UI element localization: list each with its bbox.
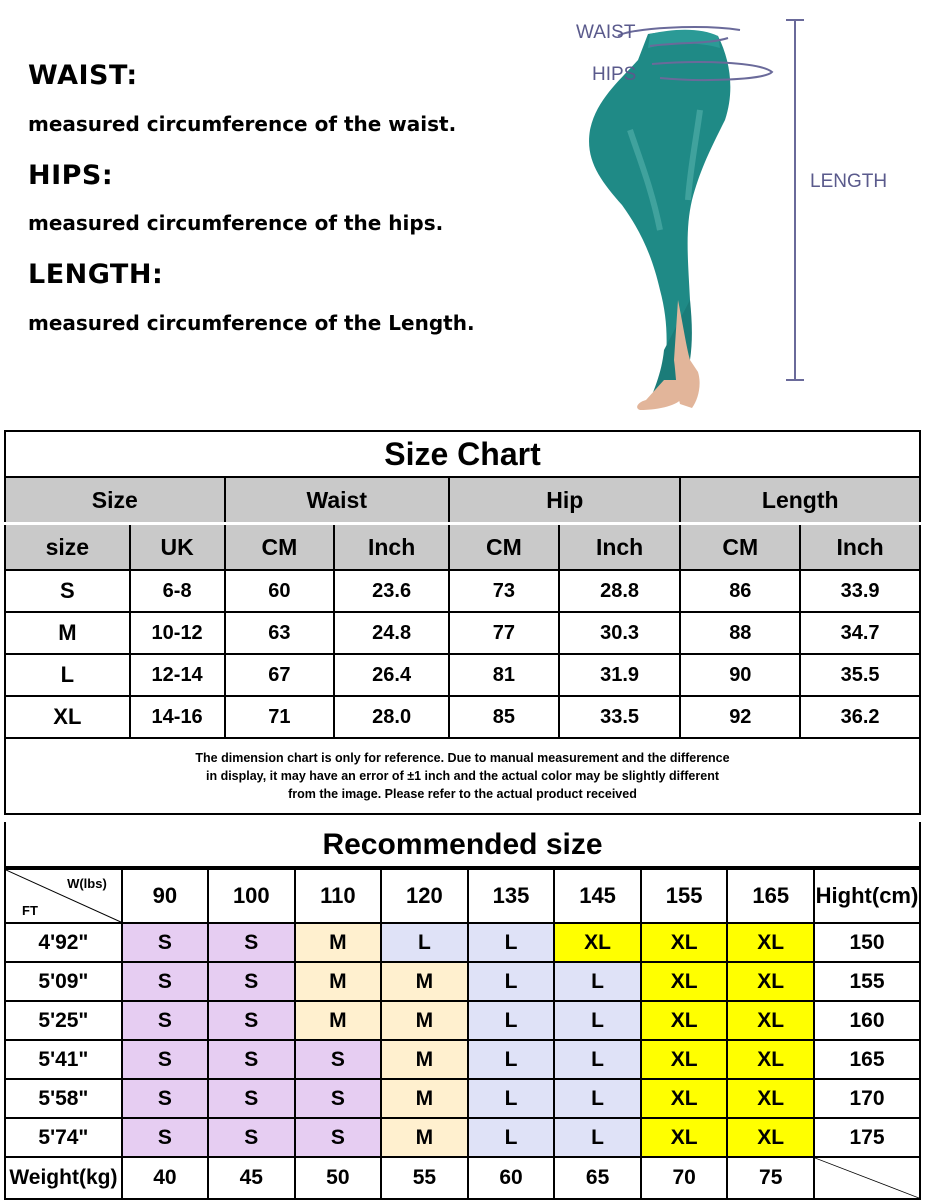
- weight-kg-cell: 70: [641, 1157, 728, 1199]
- size-cell: 35.5: [800, 654, 920, 696]
- size-cell: 63: [225, 612, 335, 654]
- recommended-row: [5, 1040, 920, 1079]
- size-cell: 26.4: [334, 654, 449, 696]
- size-cell: 12-14: [130, 654, 225, 696]
- note-line: in display, it may have an error of ±1 inch and the actual color may be slightly different: [205, 769, 719, 783]
- subheader-waist-inch: Inch: [334, 524, 449, 571]
- waist-term: WAIST:: [28, 60, 138, 91]
- recommended-size-cell: XL: [727, 962, 814, 1001]
- recommended-size-cell: L: [554, 1040, 641, 1079]
- weight-lbs-header: 155: [641, 869, 728, 923]
- height-ft-cell: 5'41": [5, 1040, 122, 1079]
- weight-kg-label: Weight(kg): [5, 1157, 122, 1199]
- note-line: The dimension chart is only for reference. Due to manual measurement and the difference: [195, 751, 730, 765]
- size-row: [5, 570, 920, 612]
- size-cell: 81: [449, 654, 559, 696]
- size-chart-note: [5, 738, 920, 814]
- size-cell: 24.8: [334, 612, 449, 654]
- size-cell: 90: [680, 654, 800, 696]
- recommended-size-cell: S: [295, 1079, 382, 1118]
- note-line: from the image. Please refer to the actual product received: [288, 787, 637, 801]
- height-cm-cell: 160: [814, 1001, 920, 1040]
- subheader-size: size: [5, 524, 130, 571]
- recommended-size-cell: L: [381, 923, 468, 962]
- weight-lbs-header: 145: [554, 869, 641, 923]
- recommended-size-cell: L: [554, 1079, 641, 1118]
- recommended-size-cell: XL: [641, 1001, 728, 1040]
- size-cell: 88: [680, 612, 800, 654]
- size-cell: 10-12: [130, 612, 225, 654]
- recommended-size-table: [4, 868, 921, 1200]
- waist-label: WAIST: [576, 22, 636, 43]
- recommended-size-cell: L: [468, 962, 555, 1001]
- recommended-size-cell: M: [381, 1079, 468, 1118]
- size-cell: 34.7: [800, 612, 920, 654]
- recommended-size-cell: XL: [641, 1079, 728, 1118]
- size-cell: 31.9: [559, 654, 681, 696]
- recommended-size-cell: S: [208, 1001, 295, 1040]
- recommended-size-cell: L: [468, 1001, 555, 1040]
- recommended-size-cell: M: [381, 1001, 468, 1040]
- weight-kg-cell: 45: [208, 1157, 295, 1199]
- recommended-size-cell: XL: [727, 1001, 814, 1040]
- recommended-size-cell: XL: [641, 1118, 728, 1157]
- length-description: measured circumference of the Length.: [28, 311, 475, 335]
- subheader-hip-inch: Inch: [559, 524, 681, 571]
- size-cell: 30.3: [559, 612, 681, 654]
- recommended-size-cell: S: [208, 1118, 295, 1157]
- height-ft-axis-label: FT: [22, 903, 38, 918]
- subheader-waist-cm: CM: [225, 524, 335, 571]
- weight-lbs-header: 100: [208, 869, 295, 923]
- recommended-size-cell: L: [468, 923, 555, 962]
- height-ft-cell: 5'58": [5, 1079, 122, 1118]
- waist-description: measured circumference of the waist.: [28, 112, 457, 136]
- recommended-size-cell: S: [295, 1040, 382, 1079]
- legging-figure: [560, 0, 929, 420]
- end-diagonal: [815, 1158, 919, 1198]
- height-cm-cell: 150: [814, 923, 920, 962]
- recommended-size-cell: S: [122, 962, 208, 1001]
- recommended-size-cell: XL: [727, 1040, 814, 1079]
- recommended-size-cell: S: [208, 1079, 295, 1118]
- subheader-length-cm: CM: [680, 524, 800, 571]
- size-cell: L: [5, 654, 130, 696]
- height-ft-cell: 5'74": [5, 1118, 122, 1157]
- hips-description: measured circumference of the hips.: [28, 211, 444, 235]
- recommended-size-cell: L: [554, 1001, 641, 1040]
- recommended-size-cell: S: [122, 1079, 208, 1118]
- recommended-row: [5, 923, 920, 962]
- height-ft-cell: 5'09": [5, 962, 122, 1001]
- size-cell: 67: [225, 654, 335, 696]
- weight-lbs-header: 135: [468, 869, 555, 923]
- size-cell: 33.5: [559, 696, 681, 738]
- empty-corner-cell: [814, 1157, 920, 1199]
- height-ft-cell: 4'92": [5, 923, 122, 962]
- height-ft-cell: 5'25": [5, 1001, 122, 1040]
- weight-kg-cell: 50: [295, 1157, 382, 1199]
- recommended-size-cell: L: [468, 1079, 555, 1118]
- recommended-row: [5, 1001, 920, 1040]
- height-cm-header: Hight(cm): [814, 869, 920, 923]
- size-cell: XL: [5, 696, 130, 738]
- height-cm-cell: 155: [814, 962, 920, 1001]
- recommended-size-cell: S: [122, 1040, 208, 1079]
- size-cell: 33.9: [800, 570, 920, 612]
- size-chart-table: [4, 430, 921, 815]
- hips-label: HIPS: [592, 64, 637, 85]
- size-cell: 14-16: [130, 696, 225, 738]
- recommended-size-cell: M: [381, 1118, 468, 1157]
- weight-kg-cell: 55: [381, 1157, 468, 1199]
- group-header-hip: Hip: [449, 477, 680, 524]
- recommended-size-cell: L: [468, 1118, 555, 1157]
- size-cell: S: [5, 570, 130, 612]
- group-header-length: Length: [680, 477, 920, 524]
- height-cm-cell: 165: [814, 1040, 920, 1079]
- size-row: [5, 696, 920, 738]
- recommended-size-cell: XL: [727, 1118, 814, 1157]
- legging-illustration: [560, 0, 929, 420]
- weight-lbs-header: 90: [122, 869, 208, 923]
- height-cm-cell: 175: [814, 1118, 920, 1157]
- recommended-row: [5, 1118, 920, 1157]
- recommended-size-cell: S: [122, 1001, 208, 1040]
- recommended-row: [5, 1079, 920, 1118]
- weight-kg-cell: 40: [122, 1157, 208, 1199]
- length-label: LENGTH: [810, 171, 888, 192]
- recommended-size-cell: XL: [641, 923, 728, 962]
- size-cell: 28.8: [559, 570, 681, 612]
- recommended-size-cell: XL: [641, 962, 728, 1001]
- size-cell: 71: [225, 696, 335, 738]
- recommended-size-cell: M: [295, 962, 382, 1001]
- group-header-waist: Waist: [225, 477, 450, 524]
- recommended-size-cell: S: [122, 1118, 208, 1157]
- size-cell: 6-8: [130, 570, 225, 612]
- recommended-size-cell: XL: [641, 1040, 728, 1079]
- height-cm-cell: 170: [814, 1079, 920, 1118]
- size-cell: 86: [680, 570, 800, 612]
- size-cell: 85: [449, 696, 559, 738]
- size-row: [5, 654, 920, 696]
- recommended-size-cell: M: [381, 1040, 468, 1079]
- recommended-row: [5, 962, 920, 1001]
- recommended-size-cell: XL: [727, 1079, 814, 1118]
- weight-kg-cell: 75: [727, 1157, 814, 1199]
- weight-lbs-header: 110: [295, 869, 382, 923]
- weight-kg-cell: 60: [468, 1157, 555, 1199]
- recommended-title: Recommended size: [4, 822, 921, 868]
- recommended-size-cell: XL: [554, 923, 641, 962]
- size-cell: 60: [225, 570, 335, 612]
- corner-cell: [5, 869, 122, 923]
- hips-term: HIPS:: [28, 160, 114, 191]
- recommended-size-cell: S: [208, 1040, 295, 1079]
- size-cell: M: [5, 612, 130, 654]
- length-term: LENGTH:: [28, 259, 164, 290]
- weight-lbs-header: 165: [727, 869, 814, 923]
- recommended-size-cell: S: [208, 923, 295, 962]
- recommended-size-cell: L: [554, 962, 641, 1001]
- recommended-size-cell: L: [554, 1118, 641, 1157]
- recommended-size-cell: M: [381, 962, 468, 1001]
- weight-lbs-header: 120: [381, 869, 468, 923]
- size-row: [5, 612, 920, 654]
- size-cell: 23.6: [334, 570, 449, 612]
- size-cell: 92: [680, 696, 800, 738]
- group-header-size: Size: [5, 477, 225, 524]
- subheader-hip-cm: CM: [449, 524, 559, 571]
- size-cell: 28.0: [334, 696, 449, 738]
- recommended-size-cell: M: [295, 923, 382, 962]
- recommended-size-cell: S: [208, 962, 295, 1001]
- size-cell: 36.2: [800, 696, 920, 738]
- subheader-uk: UK: [130, 524, 225, 571]
- recommended-size-cell: S: [122, 923, 208, 962]
- weight-kg-cell: 65: [554, 1157, 641, 1199]
- size-cell: 77: [449, 612, 559, 654]
- size-cell: 73: [449, 570, 559, 612]
- recommended-size-cell: L: [468, 1040, 555, 1079]
- recommended-size-cell: M: [295, 1001, 382, 1040]
- weight-lbs-axis-label: W(lbs): [67, 876, 107, 891]
- subheader-length-inch: Inch: [800, 524, 920, 571]
- size-chart-title: Size Chart: [5, 431, 920, 477]
- recommended-size-cell: XL: [727, 923, 814, 962]
- recommended-size-cell: S: [295, 1118, 382, 1157]
